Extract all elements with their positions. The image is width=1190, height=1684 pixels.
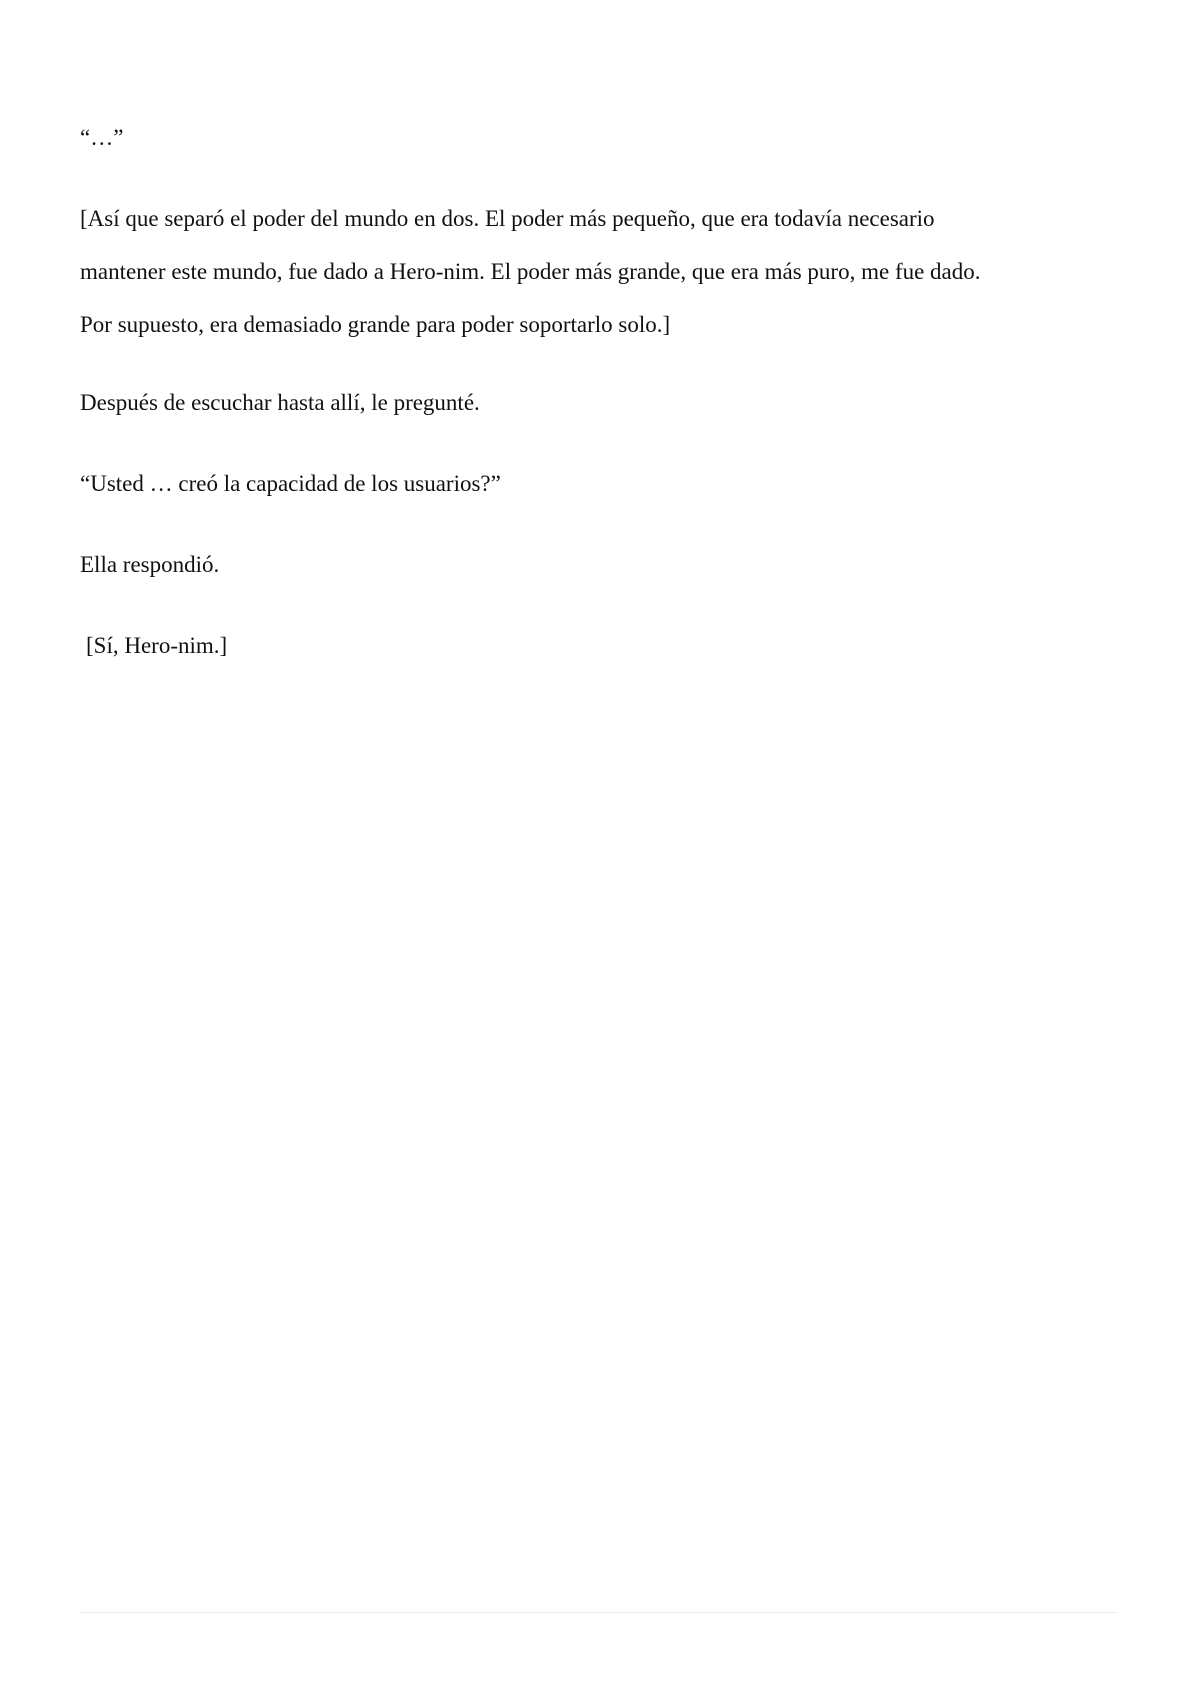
paragraph-1-line-2: mantener este mundo, fue dado a Hero-nim. El poder más grande, que era más puro, me fue dado. xyxy=(80,259,981,284)
opening-ellipsis: “…” xyxy=(80,125,124,150)
paragraph-3: “Usted … creó la capacidad de los usuarios?” xyxy=(80,471,501,496)
footer-divider xyxy=(80,1612,1116,1613)
paragraph-4: Ella respondió. xyxy=(80,552,220,577)
paragraph-1-line-1: [Así que separó el poder del mundo en dos. El poder más pequeño, que era todavía necesario xyxy=(80,206,935,231)
paragraph-1-line-3: Por supuesto, era demasiado grande para poder soportarlo solo.] xyxy=(80,312,671,337)
paragraph-2: Después de escuchar hasta allí, le pregunté. xyxy=(80,390,480,415)
paragraph-5: [Sí, Hero-nim.] xyxy=(86,633,228,658)
